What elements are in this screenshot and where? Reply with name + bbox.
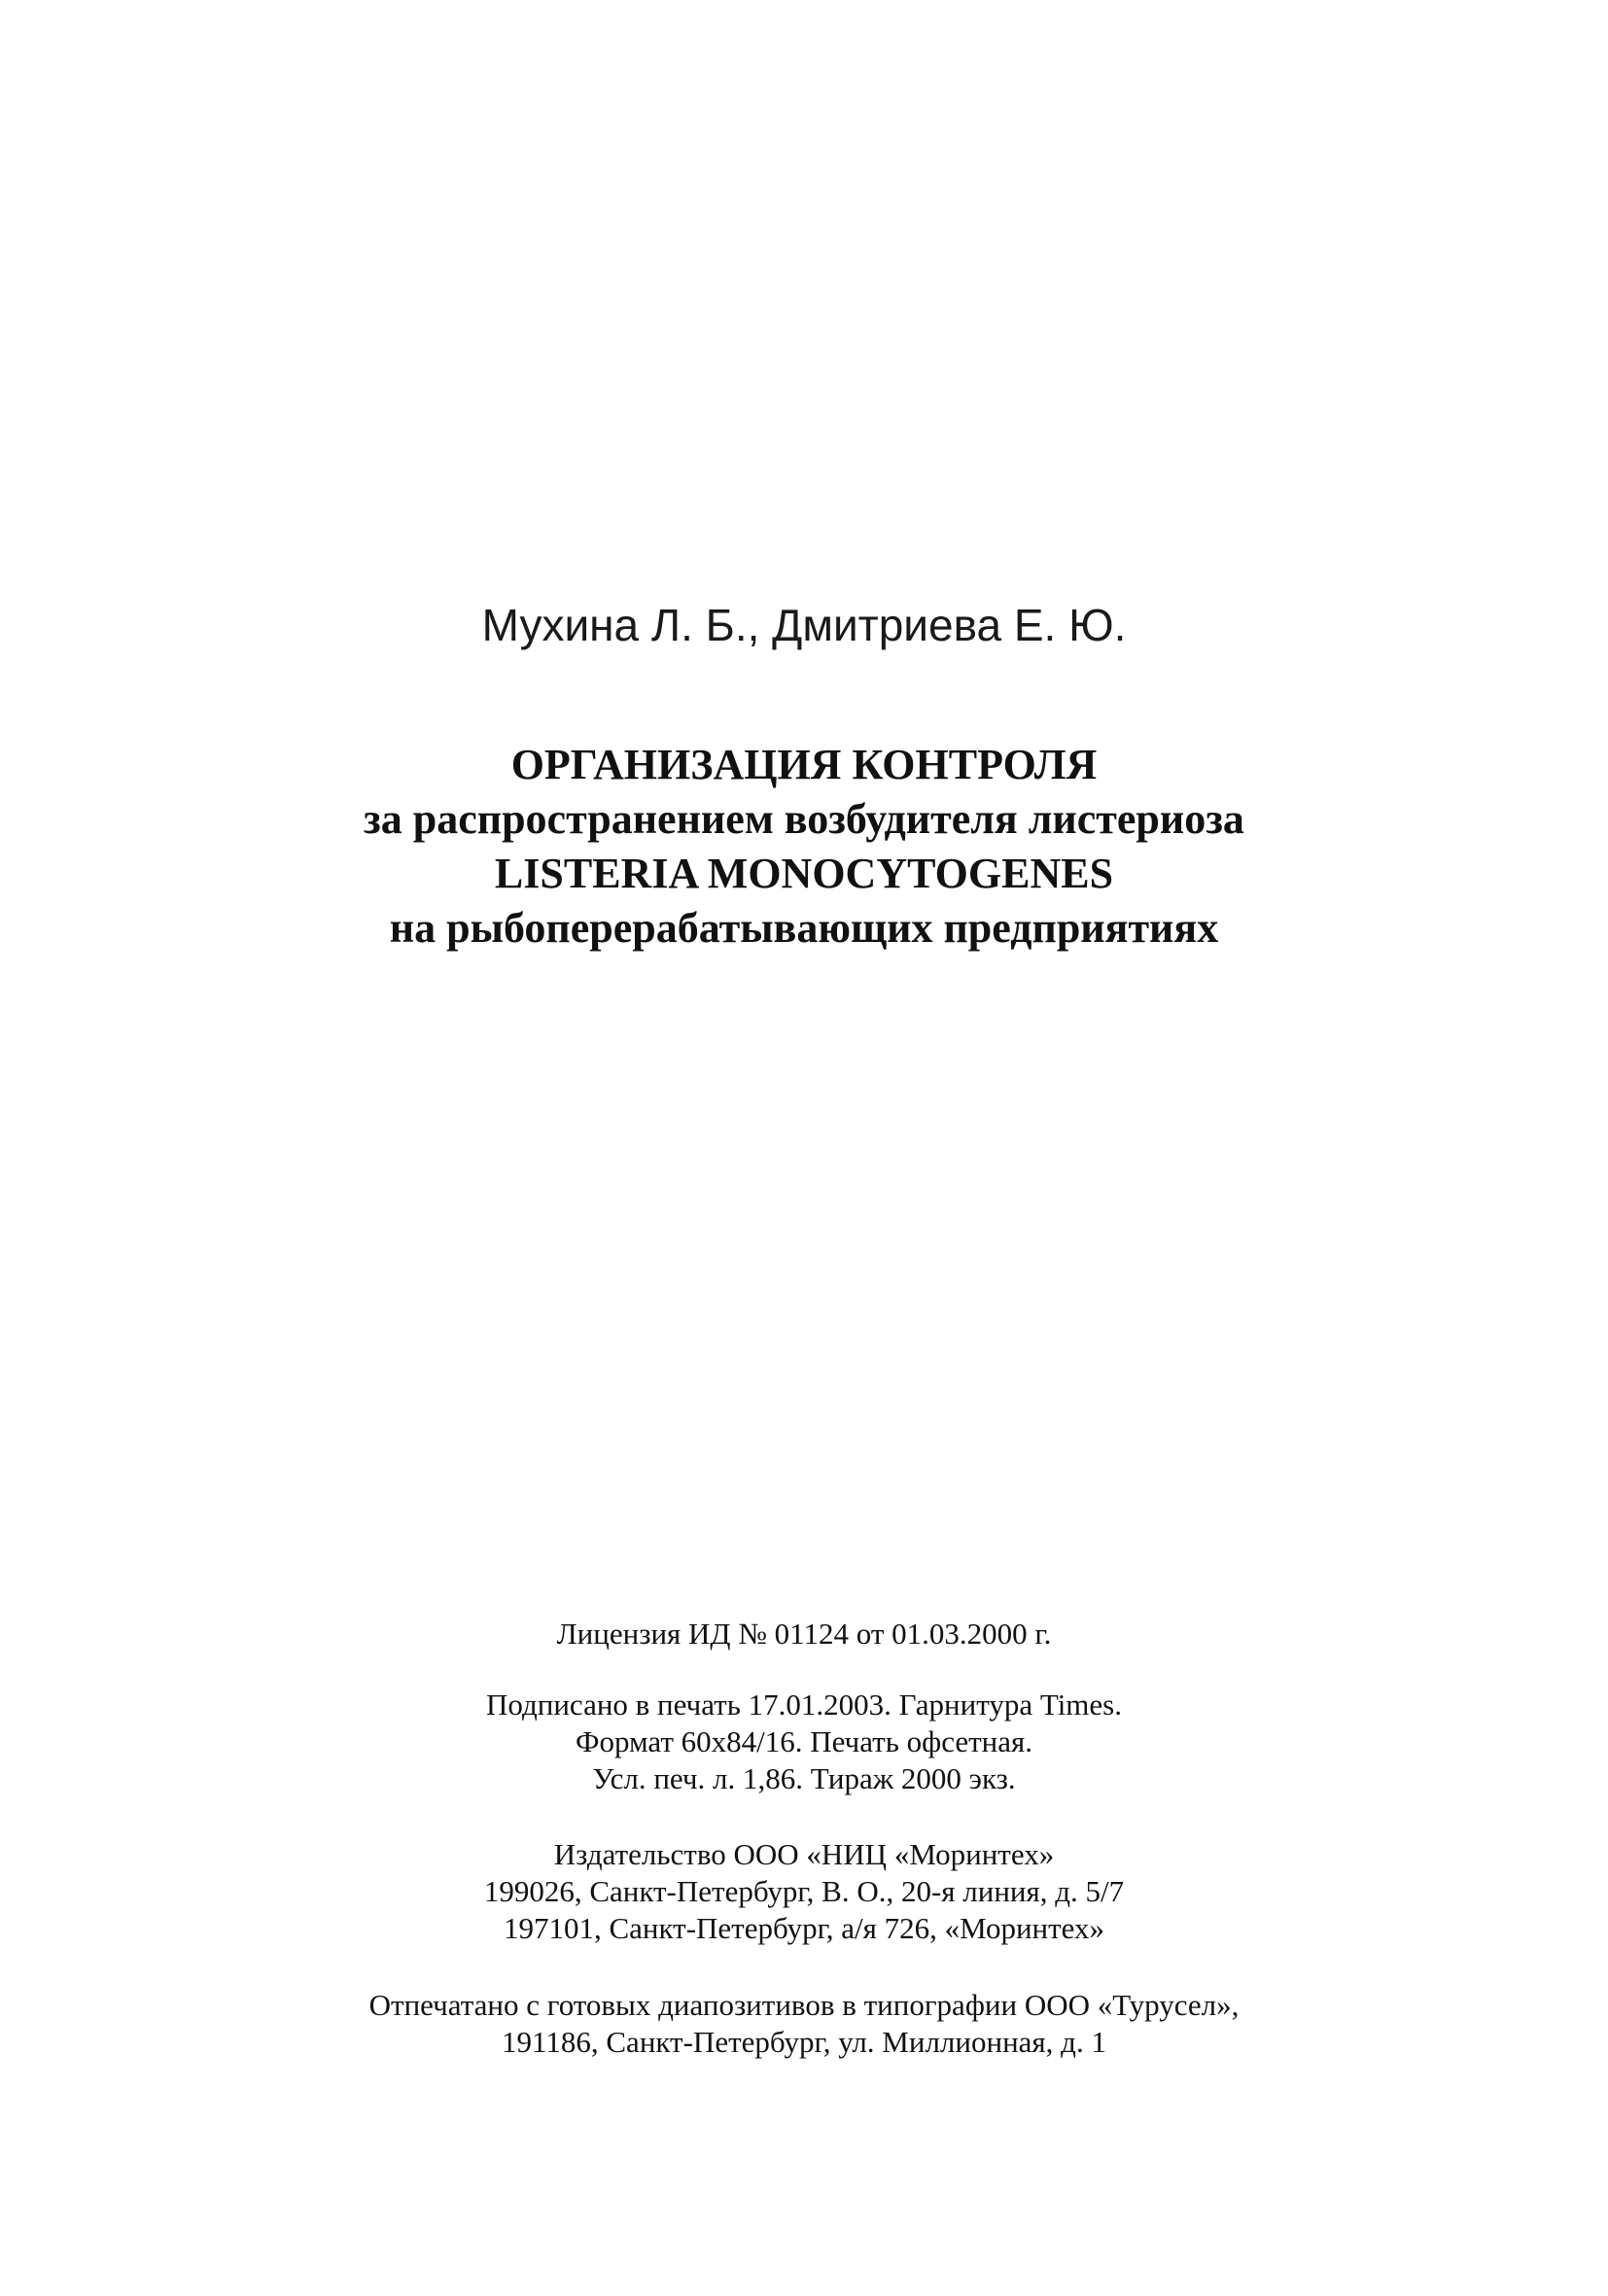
format-line: Формат 60x84/16. Печать офсетная. <box>575 1724 1033 1758</box>
publisher-line: Издательство ООО «НИЦ «Моринтех» <box>553 1837 1055 1871</box>
license-line: Лицензия ИД № 01124 от 01.03.2000 г. <box>556 1617 1052 1651</box>
authors: Мухина Л. Б., Дмитриева Е. Ю. <box>481 600 1127 650</box>
publisher-address-line-1: 199026, Санкт-Петербург, В. О., 20-я линия, д. 5/7 <box>483 1874 1125 1908</box>
printer-line: Отпечатано с готовых диапозитивов в типографии ООО «Турусел», <box>368 1988 1240 2022</box>
title-line-1: ОРГАНИЗАЦИЯ КОНТРОЛЯ <box>510 741 1098 788</box>
title-line-4: на рыбоперерабатывающих предприятиях <box>389 904 1219 952</box>
publisher-address-line-2: 197101, Санкт-Петербург, а/я 726, «Моринтех» <box>503 1911 1105 1945</box>
signed-to-print-line: Подписано в печать 17.01.2003. Гарнитура Times. <box>485 1687 1122 1722</box>
title-line-2: за распространением возбудителя листериоза <box>364 795 1244 843</box>
title-line-3: LISTERIA MONOCYTOGENES <box>494 850 1114 897</box>
print-run-line: Усл. печ. л. 1,86. Тираж 2000 экз. <box>592 1761 1016 1795</box>
printer-address-line: 191186, Санкт-Петербург, ул. Миллионная, д. 1 <box>502 2025 1106 2059</box>
